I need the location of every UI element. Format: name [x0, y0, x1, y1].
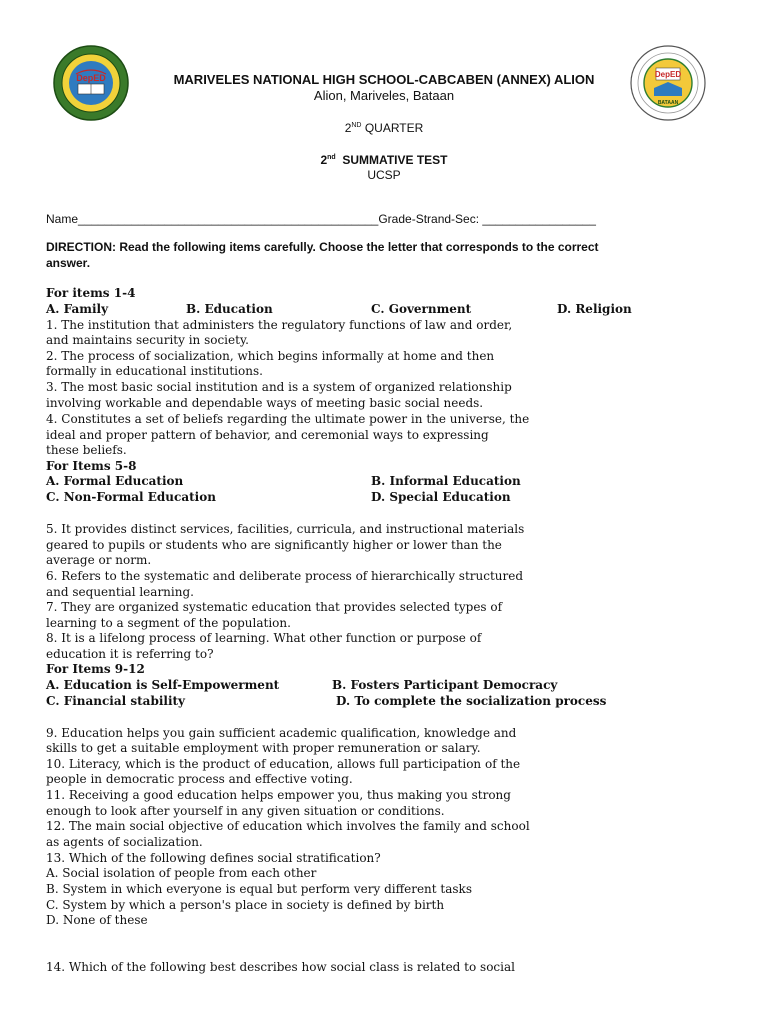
group2-choice-b: B. Informal Education: [371, 474, 521, 488]
item-13-option-d: D. None of these: [46, 913, 148, 927]
subject: UCSP: [367, 168, 401, 182]
item-7-line-1: 7. They are organized systematic education that provides selected types of: [46, 600, 503, 614]
item-6-line-2: and sequential learning.: [46, 585, 194, 599]
item-5-line-1: 5. It provides distinct services, facilities, curricula, and instructional materials: [46, 522, 525, 536]
quarter-number: 2: [344, 121, 352, 135]
test-label: SUMMATIVE TEST: [342, 153, 448, 167]
right-logo-subtext: BATAAN: [657, 100, 679, 106]
quarter-heading: [0, 121, 768, 135]
name-blank[interactable]: _____________________________________________: [78, 212, 379, 226]
group2-title: For Items 5-8: [46, 459, 137, 473]
group3-choice-d: D. To complete the socialization process: [336, 694, 607, 708]
item-13-option-a: A. Social isolation of people from each other: [46, 866, 317, 880]
test-number: 2: [320, 153, 328, 167]
group3-title: For Items 9-12: [46, 662, 145, 676]
item-12-line-1: 12. The main social objective of education which involves the family and school: [46, 819, 530, 833]
item-5-line-2: geared to pupils or students who are significantly higher or lower than the: [46, 538, 502, 552]
group1-choice-d: D. Religion: [557, 302, 632, 316]
name-label: Name: [46, 212, 79, 226]
item-4-line-2: ideal and proper pattern of behavior, and ceremonial ways to expressing: [46, 428, 489, 442]
quarter-label: QUARTER: [364, 121, 424, 135]
test-title: [0, 153, 768, 167]
item-11-line-2: enough to look after yourself in any given situation or conditions.: [46, 804, 445, 818]
grade-blank[interactable]: _________________: [482, 212, 596, 226]
group1-choice-b: B. Education: [186, 302, 273, 316]
item-13-question: 13. Which of the following defines social stratification?: [46, 851, 381, 865]
item-9-line-2: skills to get a suitable employment with proper remuneration or salary.: [46, 741, 481, 755]
group3-choice-c: C. Financial stability: [46, 694, 186, 708]
group2-choice-c: C. Non-Formal Education: [46, 490, 216, 504]
item-11-line-1: 11. Receiving a good education helps empower you, thus making you strong: [46, 788, 511, 802]
item-2-line-2: formally in educational institutions.: [46, 364, 263, 378]
item-10-line-1: 10. Literacy, which is the product of education, allows full participation of the: [46, 757, 521, 771]
grade-label: Grade-Strand-Sec:: [378, 212, 480, 226]
group2-choice-a: A. Formal Education: [46, 474, 184, 488]
direction-line-2: answer.: [46, 256, 91, 270]
item-3-line-1: 3. The most basic social institution and is a system of organized relationship: [46, 380, 512, 394]
group1-choice-c: C. Government: [371, 302, 472, 316]
right-logo-text: DepED: [654, 70, 682, 79]
item-4-line-3: these beliefs.: [46, 443, 127, 457]
group3-choice-b: B. Fosters Participant Democracy: [332, 678, 558, 692]
test-suffix: nd: [327, 154, 336, 161]
group3-choice-a: A. Education is Self-Empowerment: [46, 678, 280, 692]
item-8-line-1: 8. It is a lifelong process of learning. What other function or purpose of: [46, 631, 482, 645]
item-9-line-1: 9. Education helps you gain sufficient academic qualification, knowledge and: [46, 726, 517, 740]
item-13-option-b: B. System in which everyone is equal but perform very different tasks: [46, 882, 472, 896]
item-7-line-2: learning to a segment of the population.: [46, 616, 291, 630]
quarter-suffix: ND: [351, 122, 362, 129]
item-10-line-2: people in democratic process and effective voting.: [46, 772, 353, 786]
item-1-line-2: and maintains security in society.: [46, 333, 249, 347]
item-12-line-2: as agents of socialization.: [46, 835, 203, 849]
group1-choice-a: A. Family: [46, 302, 109, 316]
left-logo-text: DepED: [76, 73, 106, 83]
item-3-line-2: involving workable and dependable ways of meeting basic social needs.: [46, 396, 484, 410]
item-6-line-1: 6. Refers to the systematic and deliberate process of hierarchically structured: [46, 569, 524, 583]
item-2-line-1: 2. The process of socialization, which begins informally at home and then: [46, 349, 495, 363]
school-name: MARIVELES NATIONAL HIGH SCHOOL-CABCABEN (ANNEX) ALION: [173, 72, 595, 87]
item-1-line-1: 1. The institution that administers the regulatory functions of law and order,: [46, 318, 513, 332]
item-5-line-3: average or norm.: [46, 553, 152, 567]
group2-choice-d: D. Special Education: [371, 490, 511, 504]
item-14-question: 14. Which of the following best describes how social class is related to social: [46, 960, 515, 974]
name-grade-line: [46, 212, 596, 226]
item-8-line-2: education it is referring to?: [46, 647, 214, 661]
direction-line-1: DIRECTION: Read the following items carefully. Choose the letter that corresponds to the correct: [46, 240, 599, 254]
item-4-line-1: 4. Constitutes a set of beliefs regarding the ultimate power in the universe, the: [46, 412, 530, 426]
group1-title: For items 1-4: [46, 286, 136, 300]
item-13-option-c: C. System by which a person's place in society is defined by birth: [46, 898, 445, 912]
school-address: Alion, Mariveles, Bataan: [313, 88, 455, 103]
